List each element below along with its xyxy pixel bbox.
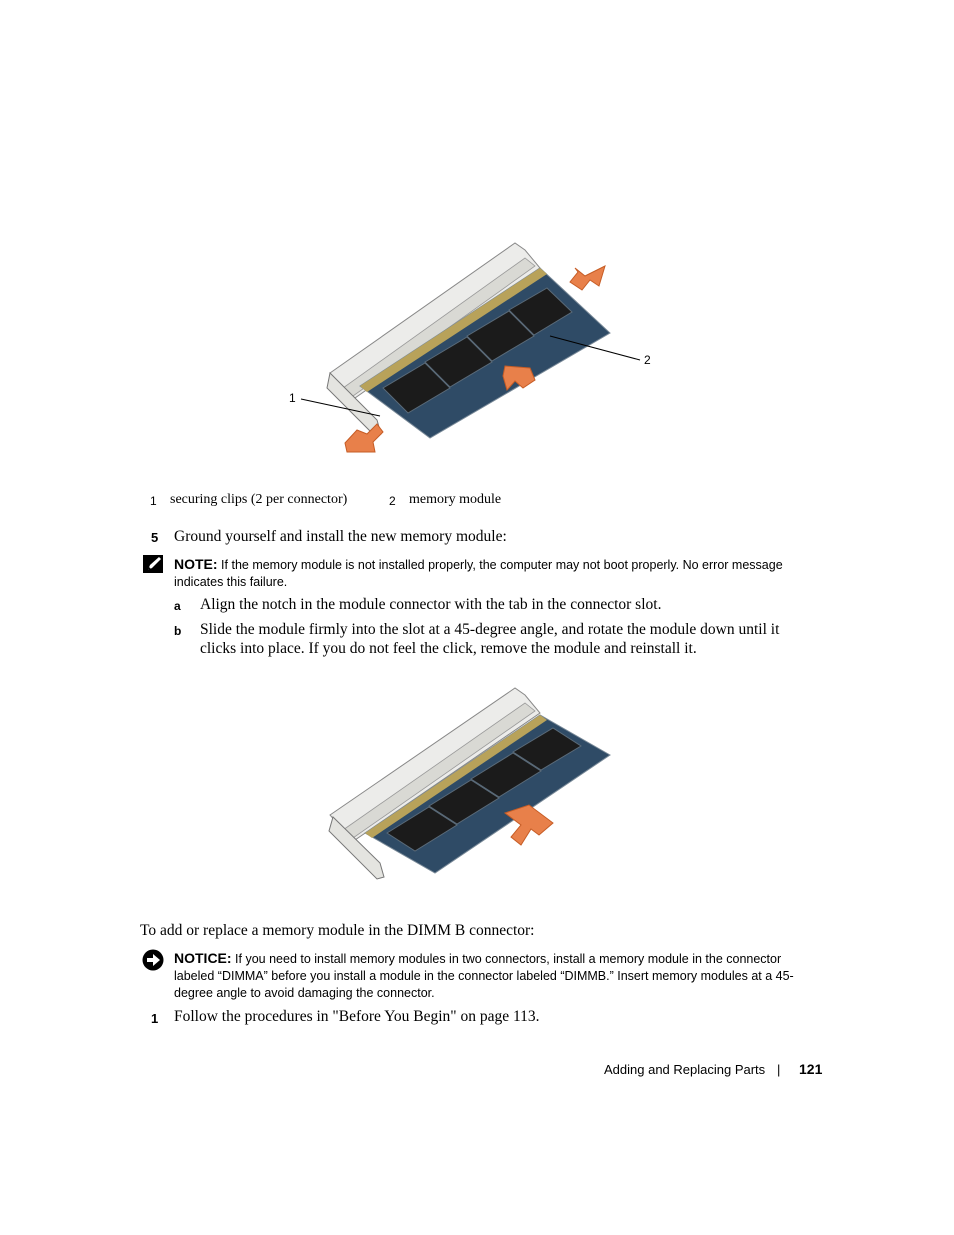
memory-install-illustration — [325, 685, 620, 885]
pencil-note-icon — [143, 555, 165, 575]
step-number-5: 5 — [151, 530, 159, 545]
footer-separator: | — [777, 1062, 781, 1077]
notice-label: NOTICE: — [174, 950, 232, 966]
dimm-b-intro: To add or replace a memory module in the DIMM B connector: — [140, 922, 535, 939]
notice-text-line3: degree angle to avoid damaging the connector. — [174, 986, 435, 1000]
substep-a-text: Align the notch in the module connector with the tab in the connector slot. — [200, 596, 662, 613]
arrow-up-right-icon — [570, 266, 605, 290]
note-text-line2: indicates this failure. — [174, 575, 288, 589]
notice-text-line2: labeled “DIMMA” before you install a module in the connector labeled “DIMMB.” Insert memory modules at a 45- — [174, 969, 794, 983]
figure-memory-removal — [285, 238, 665, 463]
note-block — [174, 556, 824, 591]
note-icon-wrap — [143, 555, 165, 575]
step-number-1: 1 — [151, 1011, 159, 1026]
notice-block — [174, 950, 824, 1002]
step-5-text: Ground yourself and install the new memory module: — [174, 528, 507, 545]
figure-legend — [148, 492, 568, 512]
legend-label-1: securing clips (2 per connector) — [170, 492, 348, 507]
footer-page-number: 121 — [799, 1061, 823, 1077]
notice-icon-wrap — [142, 949, 164, 971]
legend-num-1: 1 — [150, 494, 157, 508]
substep-b-text-line2: clicks into place. If you do not feel the click, remove the module and reinstall it. — [200, 640, 697, 657]
note-label: NOTE: — [174, 556, 218, 572]
legend-num-2: 2 — [389, 494, 396, 508]
notice-text-line1: If you need to install memory modules in two connectors, install a memory module in the connector — [235, 952, 782, 966]
substep-b-text-line1: Slide the module firmly into the slot at a 45-degree angle, and rotate the module down until it — [200, 621, 780, 638]
figure-memory-install — [325, 685, 620, 885]
substep-letter-b: b — [174, 624, 182, 638]
legend-label-2: memory module — [409, 492, 502, 507]
notice-arrow-icon — [142, 949, 164, 971]
footer-section-title: Adding and Replacing Parts — [604, 1062, 766, 1077]
callout-2: 2 — [644, 353, 651, 367]
substep-letter-a: a — [174, 599, 181, 613]
arrow-down-left-icon — [345, 424, 383, 452]
arrow-insert-icon — [505, 805, 553, 845]
memory-removal-illustration — [285, 238, 665, 463]
note-text-line1: If the memory module is not installed properly, the computer may not boot properly. No error message — [221, 558, 783, 572]
callout-1: 1 — [289, 391, 296, 405]
step-1-text: Follow the procedures in "Before You Begin" on page 113. — [174, 1008, 540, 1025]
